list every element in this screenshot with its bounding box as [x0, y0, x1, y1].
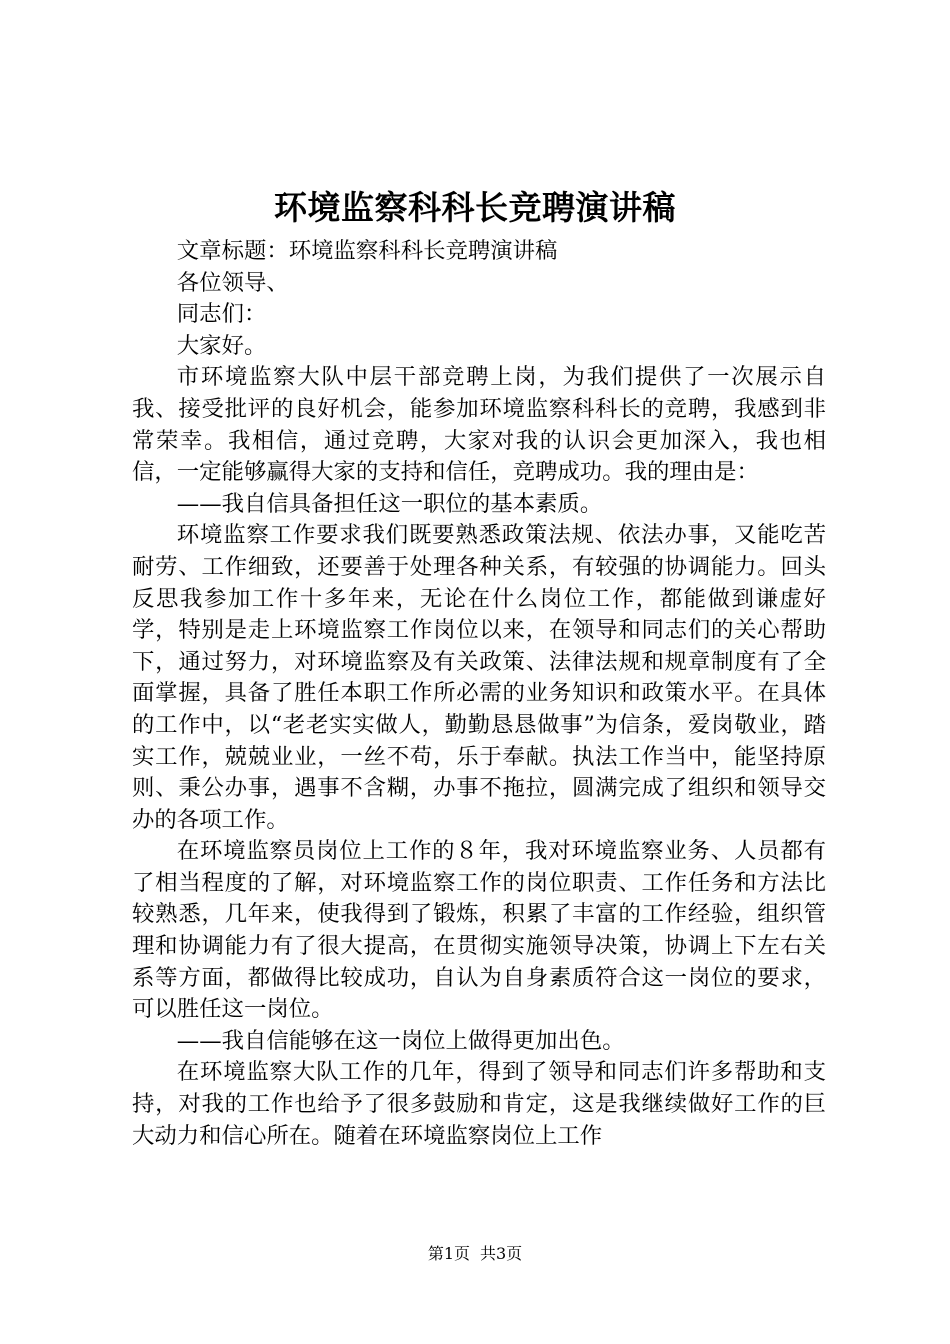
- page-footer: [0, 1243, 950, 1265]
- paragraph-article-title: 文章标题：环境监察科科长竞聘演讲稿: [176, 238, 558, 264]
- paragraph-hello: 大家好。: [176, 332, 267, 359]
- paragraph-body-1: 环境监察工作要求我们既要熟悉政策法规、依法办事，又能吃苦耐劳、工作细致，还要善于处理各种关系，有较强的协调能力。回头反思我参加工作十多年来，无论在什么岗位工作，都能做到谦虚好学，特别是走上环境监察工作岗位以来，在领导和同志们的关心帮助下，通过努力，对环境监察及有关政策、法律法规和规章制度有了全面掌握，具备了胜任本职工作所必需的业务知识和政策水平。在具体的工作中，以“老老实实做人，勤勤恳恳做事”为信条，爱岗敬业，踏实工作，兢兢业业，一丝不苟，乐于奉献。执法工作当中，能坚持原则、秉公办事，遇事不含糊，办事不拖拉，圆满完成了组织和领导交办的各项工作。: [132, 522, 826, 833]
- paragraph-heading-2: ——我自信能够在这一岗位上做得更加出色。: [176, 1027, 625, 1054]
- document-body: [132, 236, 826, 1152]
- paragraph-greeting-comrades: 同志们：: [176, 301, 267, 328]
- paragraph-intro: 市环境监察大队中层干部竞聘上岗，为我们提供了一次展示自我、接受批评的良好机会，能参加环境监察科科长的竞聘，我感到非常荣幸。我相信，通过竞聘，大家对我的认识会更加深入，我也相信，一定能够赢得大家的支持和信任，竞聘成功。我的理由是：: [132, 364, 826, 486]
- paragraph-heading-1: ——我自信具备担任这一职位的基本素质。: [176, 490, 603, 517]
- paragraph-body-3: 在环境监察大队工作的几年，得到了领导和同志们许多帮助和支持，对我的工作也给予了很多鼓励和肯定，这是我继续做好工作的巨大动力和信心所在。随着在环境监察岗位上工作: [132, 1059, 826, 1149]
- page-total: 共3页: [480, 1244, 523, 1263]
- paragraph-greeting-leaders: 各位领导、: [176, 269, 289, 296]
- paragraph-body-2: 在环境监察员岗位上工作的８年，我对环境监察业务、人员都有了相当程度的了解，对环境监察工作的岗位职责、工作任务和方法比较熟悉，几年来，使我得到了锻炼，积累了丰富的工作经验，组织管理和协调能力有了很大提高，在贯彻实施领导决策，协调上下左右关系等方面，都做得比较成功，自认为自身素质符合这一岗位的要求，可以胜任这一岗位。: [132, 838, 826, 1023]
- page-number: 第1页: [427, 1244, 470, 1263]
- document-title: 环境监察科科长竞聘演讲稿: [274, 188, 676, 227]
